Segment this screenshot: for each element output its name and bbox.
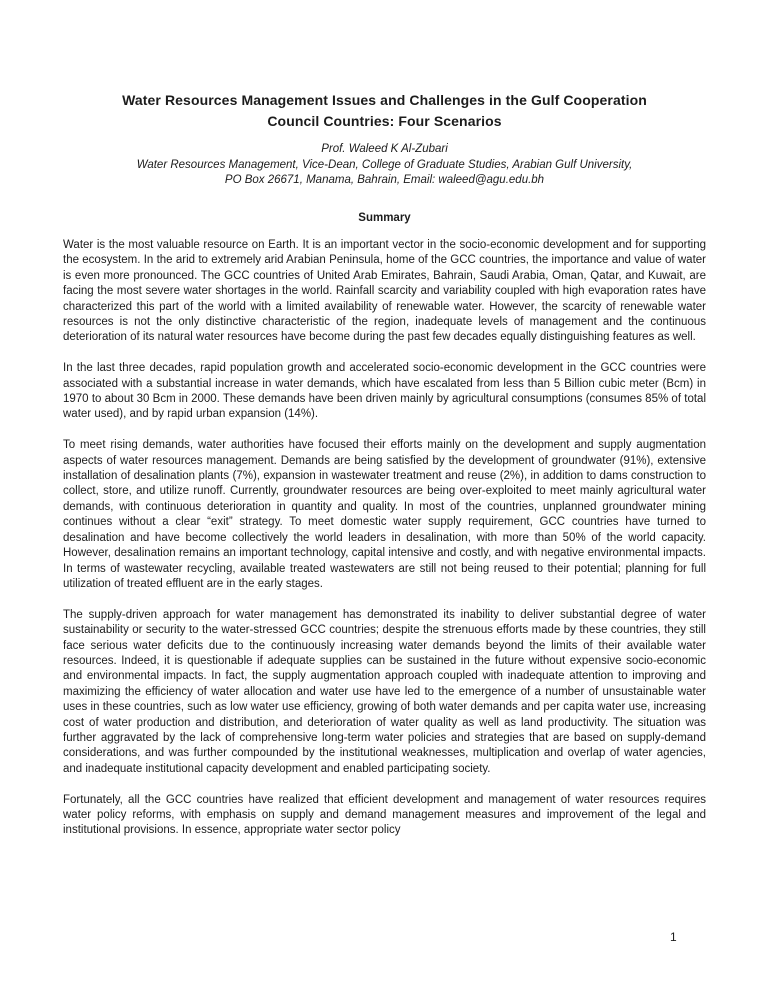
author-affiliation: Water Resources Management, Vice-Dean, College of Graduate Studies, Arabian Gulf University, xyxy=(136,158,633,171)
summary-paragraph-2: In the last three decades, rapid population growth and accelerated socio-economic development in the GCC countries were associated with a substantial increase in water demands, which have escalated from less than 5 Billion cubic meter (Bcm) in 1970 to about 30 Bcm in 2000. These demands have been driven mainly by agricultural consumptions (consumes 85% of total water used), and by rapid urban expansion (14%). xyxy=(63,362,706,421)
author-block xyxy=(63,142,706,189)
page-number: 1 xyxy=(670,930,677,944)
summary-paragraph-4: The supply-driven approach for water management has demonstrated its inability to deliver substantial degree of water sustainability or security to the water-stressed GCC countries; despite the strenuous efforts made by these countries, they still face serious water deficits due to the continuously increasing water demands beyond the limits of their available water resources. Indeed, it is questionable if adequate supplies can be sustained in the future without expensive socio-economic and environmental impacts. In fact, the supply augmentation approach coupled with inadequate attention to improving and maximizing the efficiency of water allocation and water use have led to the emergence of a number of unsustainable water uses in these countries, such as low water use efficiency, growing of both water demands and per capita water use, increasing cost of water production and distribution, and deterioration of water quality as well as land productivity. The situation was further aggravated by the lack of comprehensive long-term water policies and strategies that are based on supply-demand considerations, and was further compounded by the institutional weaknesses, multiplication and overlap of water agencies, and inadequate institutional capacity development and enabled participating society. xyxy=(63,608,706,775)
paper-title-line1: Water Resources Management Issues and Challenges in the Gulf Cooperation xyxy=(122,92,647,108)
summary-paragraph-5: Fortunately, all the GCC countries have realized that efficient development and management of water resources requires water policy reforms, with emphasis on supply and demand management measures and improvement of the legal and institutional provisions. In essence, appropriate water sector policy xyxy=(63,793,706,837)
author-contact: PO Box 26671, Manama, Bahrain, Email: waleed@agu.edu.bh xyxy=(224,174,545,186)
summary-paragraph-1: Water is the most valuable resource on Earth. It is an important vector in the socio-economic development and for supporting the ecosystem. In the arid to extremely arid Arabian Peninsula, home of the GCC countries, the importance and value of water is even more pronounced. The GCC countries of United Arab Emirates, Bahrain, Saudi Arabia, Oman, Qatar, and Kuwait, are facing the most severe water shortages in the world. Rainfall scarcity and variability coupled with high evaporation rates have characterized this part of the world with a limited availability of renewable water. However, the scarcity of renewable water resources is not the only distinctive characteristic of the region, inadequate levels of management and the continuous deterioration of its natural water resources have become during the past few decades equally distinguishing features as well. xyxy=(63,239,706,344)
author-name: Prof. Waleed K Al-Zubari xyxy=(321,143,448,155)
paper-title xyxy=(63,90,706,132)
summary-paragraph-3: To meet rising demands, water authorities have focused their efforts mainly on the development and supply augmentation aspects of water resources management. Demands are being satisfied by the development of groundwater (91%), extensive installation of desalination plants (7%), expansion in wastewater treatment and reuse (2%), in addition to dams construction to collect, store, and utilize runoff. Currently, groundwater resources are being over-exploited to meet mainly agricultural water demands, with continuous deterioration in quantity and quality. In most of the countries, unplanned groundwater mining continues without a clear “exit” strategy. To meet domestic water supply requirement, GCC countries have turned to desalination and have become collectively the world leaders in desalination, with more than 50% of the world capacity. However, desalination remains an important technology, capital intensive and costly, and with negative environmental impacts. In terms of wastewater recycling, available treated wastewaters are still not being reused to their potential; planning for full utilization of treated effluent are in the early stages. xyxy=(63,439,706,590)
summary-heading: Summary xyxy=(358,211,411,224)
paper-title-line2: Council Countries: Four Scenarios xyxy=(267,113,502,129)
